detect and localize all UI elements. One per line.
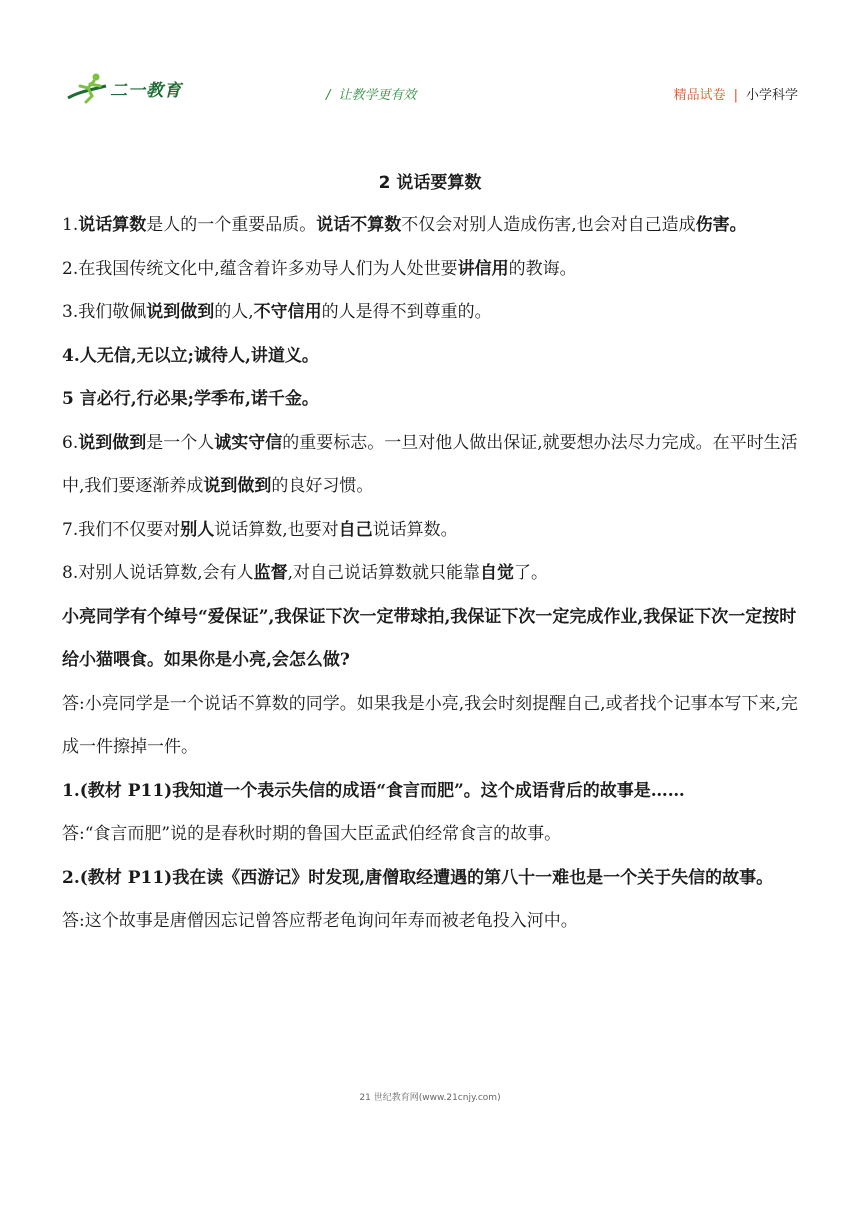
point-6 [62, 422, 802, 509]
bold-term: 说到做到 [78, 432, 147, 453]
bold-term: 讲信用 [457, 258, 509, 279]
point-number: 7. [62, 519, 79, 540]
point-text: 的重要标志。一旦对他人做出保证,就要想办法尽力完成。在平时生活中,我们要逐渐养成 [62, 432, 798, 496]
bold-term: 监督 [253, 563, 288, 583]
point-text: 是一个人 [146, 432, 215, 453]
slogan-slash: / [326, 88, 331, 103]
tag-premium: 精品试卷 [673, 88, 726, 103]
point-number: 2. [62, 258, 79, 279]
document-body [62, 204, 802, 944]
point-8 [62, 552, 802, 596]
logo [66, 72, 186, 106]
point-text: 是人的一个重要品质。 [146, 215, 317, 235]
bold-term: 诚实守信 [214, 432, 283, 453]
bold-term: 说话不算数 [316, 215, 402, 235]
answer-1: 答:小亮同学是一个说话不算数的同学。如果我是小亮,我会时刻提醒自己,或者找个记事本写下来,完成一件擦掉一件。 [62, 693, 798, 757]
point-text: 我们不仅要对 [78, 519, 181, 540]
point-text: 在我国传统文化中,蕴含着许多劝导人们为人处世要 [78, 258, 458, 279]
point-text: 说话算数。 [372, 519, 458, 540]
point-text: 不仅会对别人造成伤害,也会对自己造成 [401, 215, 696, 235]
point-number: 1. [62, 215, 79, 235]
point-text: ,对自己说话算数就只能靠 [287, 563, 481, 583]
slogan-text: 让教学更有效 [338, 88, 417, 103]
question-2: 1.(教材 P11)我知道一个表示失信的成语“食言而肥”。这个成语背后的故事是…… [62, 780, 685, 801]
point-4: 4.人无信,无以立;诚待人,讲道义。 [62, 345, 319, 366]
point-2 [62, 248, 802, 292]
point-number: 6. [62, 432, 79, 453]
slogan [326, 84, 416, 103]
point-text: 的人是得不到尊重的。 [321, 302, 492, 322]
point-text: 说话算数,也要对 [214, 519, 339, 540]
point-7 [62, 509, 802, 553]
page-title: 2 说话要算数 [378, 173, 482, 193]
point-text: 的良好习惯。 [271, 476, 374, 496]
answer-3: 答:这个故事是唐僧因忘记曾答应帮老龟询问年寿而被老龟投入河中。 [62, 911, 578, 931]
bold-term: 自己 [338, 519, 373, 540]
page-header [0, 0, 860, 130]
bold-term: 别人 [180, 519, 215, 540]
point-text: 我们敬佩 [78, 302, 147, 322]
point-1 [62, 204, 802, 248]
bold-term: 不守信用 [253, 302, 322, 322]
bold-term: 自觉 [480, 563, 515, 583]
header-tags [674, 84, 798, 103]
question-1: 小亮同学有个绰号“爱保证”,我保证下次一定带球拍,我保证下次一定完成作业,我保证下次一定按时给小猫喂食。如果你是小亮,会怎么做? [62, 606, 797, 670]
bold-term: 说到做到 [146, 302, 215, 322]
point-number: 8. [62, 563, 79, 583]
point-text: 的教诲。 [508, 258, 577, 279]
point-3 [62, 291, 802, 335]
tag-subject: 小学科学 [745, 88, 798, 103]
point-text: 的人, [214, 302, 254, 322]
page-footer: 21 世纪教育网(www.21cnjy.com) [359, 1093, 501, 1103]
point-text: 了。 [514, 563, 549, 583]
bold-term: 说话算数 [78, 215, 147, 235]
question-3: 2.(教材 P11)我在读《西游记》时发现,唐僧取经遭遇的第八十一难也是一个关于失信的故事。 [62, 867, 774, 888]
runner-logo-icon [66, 72, 112, 106]
bold-term: 伤害。 [695, 215, 747, 235]
tag-separator: | [733, 88, 738, 103]
point-5: 5 言必行,行必果;学季布,诺千金。 [62, 389, 319, 409]
bold-term: 说到做到 [203, 476, 272, 496]
point-number: 3. [62, 302, 79, 322]
answer-2: 答:“食言而肥”说的是春秋时期的鲁国大臣孟武伯经常食言的故事。 [62, 824, 562, 844]
logo-text: 二一教育 [110, 81, 182, 101]
point-text: 对别人说话算数,会有人 [78, 563, 254, 583]
